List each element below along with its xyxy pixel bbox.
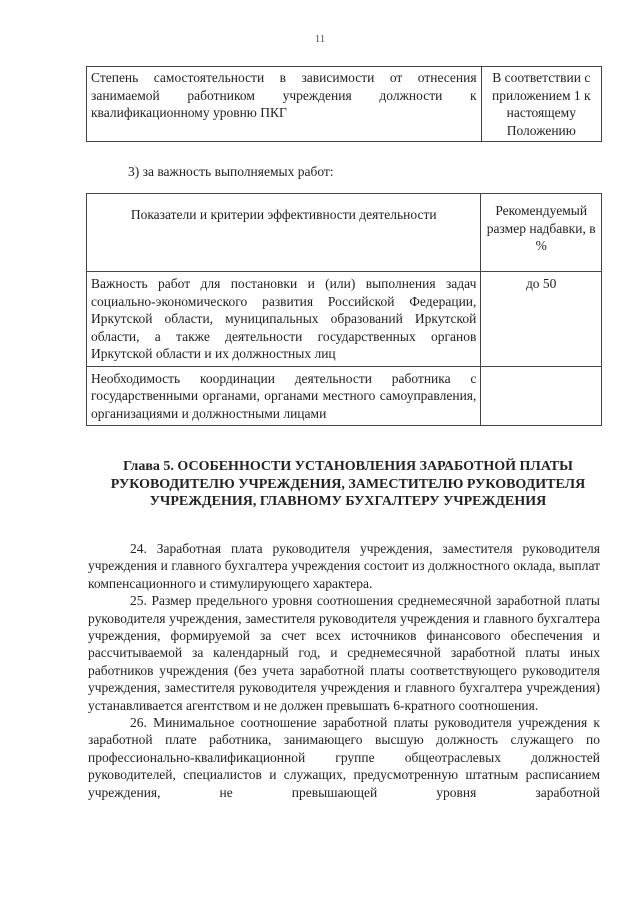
table-header-size: Рекомендуемый размер надбавки, в % [481, 194, 602, 272]
body-text [88, 540, 600, 801]
paragraph-24: 24. Заработная плата руководителя учреждения, заместителя руководителя учреждения и главного бухгалтера учреждения состоит из должностного оклада, выплат компенсационного и стимулирующего характера. [88, 541, 600, 591]
table-cell-criterion: Важность работ для постановки и (или) выполнения задач социально-экономического развития Российской Федерации, Иркутской области, муниципальных образований Иркутской области, а также деятельности государственных органов Иркутской области и их должностных лиц [87, 272, 481, 367]
importance-table [86, 193, 602, 426]
table-row [87, 272, 602, 367]
table-header-criteria: Показатели и критерии эффективности деятельности [87, 194, 481, 272]
page-number: 11 [314, 33, 326, 45]
paragraph-26: 26. Минимальное соотношение заработной платы руководителя учреждения к заработной плате работника, занимающего высшую должность служащего по профессионально-квалификационной группе общеотраслевых должностей руководителей, специалистов и служащих, предусмотренную штатным расписанием учреждения, не превышающей уровня заработной [88, 715, 600, 800]
table-cell-criterion: Степень самостоятельности в зависимости от отнесения занимаемой работником учреждения должности к квалификационному уровню ПКГ [87, 67, 482, 142]
paragraph-25: 25. Размер предельного уровня соотношения среднемесячной заработной платы руководителя учреждения, заместителя руководителя учреждения и главного бухгалтера учреждения, формируемой за счет всех источников финансового обеспечения и рассчитываемой за календарный год, и среднемесячной заработной платы иных работников учреждения (без учета заработной платы соответствующего руководителя учреждения, заместителя руководителя учреждения и главного бухгалтера учреждения) устанавливается агентством и не должен превышать 6-кратного соотношения. [88, 593, 600, 713]
table-cell-value: до 50 [481, 272, 602, 367]
table-row [87, 366, 602, 426]
intro-line: 3) за важность выполняемых работ: [128, 164, 334, 179]
autonomy-table [86, 66, 602, 142]
table-cell-value: В соответствии с приложением 1 к настоящему Положению [481, 67, 601, 142]
chapter-heading: Глава 5. ОСОБЕННОСТИ УСТАНОВЛЕНИЯ ЗАРАБОТНОЙ ПЛАТЫ РУКОВОДИТЕЛЮ УЧРЕЖДЕНИЯ, ЗАМЕСТИТЕЛЮ РУКОВОДИТЕЛЯ УЧРЕЖДЕНИЯ, ГЛАВНОМУ БУХГАЛТЕРУ УЧРЕЖДЕНИЯ [110, 459, 586, 509]
table-cell-value [481, 366, 602, 426]
table-cell-criterion: Необходимость координации деятельности работника с государственными органами, органами местного самоуправления, организациями и должностными лицами [87, 366, 481, 426]
table-row [87, 67, 602, 142]
table-header-row [87, 194, 602, 272]
